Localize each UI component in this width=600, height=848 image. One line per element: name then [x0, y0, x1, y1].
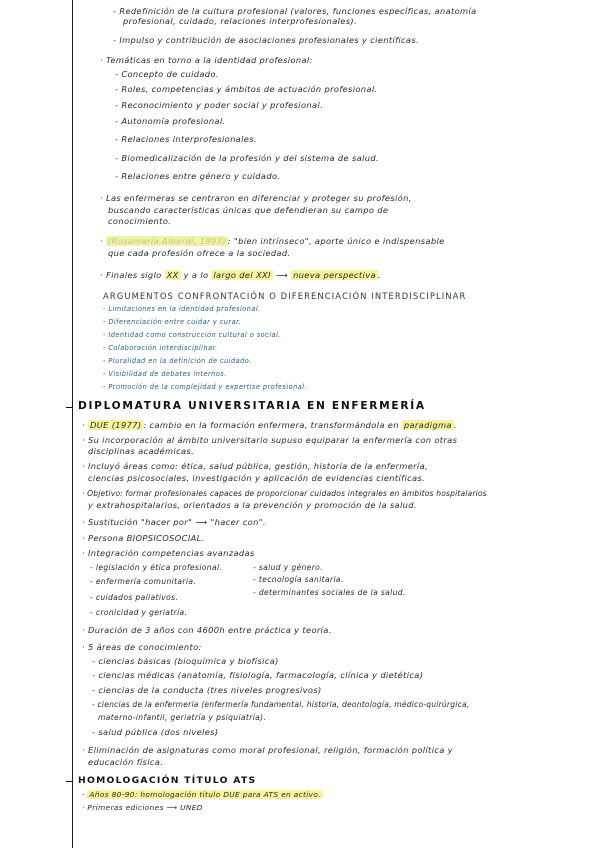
highlight: nueva perspectiva — [293, 270, 376, 280]
text-span: . — [453, 420, 457, 430]
section-marker — [66, 407, 73, 408]
text-line: conocimiento. — [108, 216, 172, 226]
list-item: - Roles, competencias y ámbitos de actuación profesional. — [115, 84, 378, 94]
text-span: · Finales siglo — [100, 270, 165, 280]
highlight: largo del XXI — [213, 270, 271, 280]
arrow-icon: ⟶ — [272, 270, 292, 280]
text-line: que cada profesión ofrece a la sociedad. — [108, 248, 291, 258]
finales-line — [100, 270, 381, 280]
list-item: - Diferenciación entre cuidar y curar. — [103, 318, 242, 326]
text-line: · Integración competencias avanzadas — [82, 548, 255, 558]
list-item: - Autonomía profesional. — [115, 116, 226, 126]
section-marker — [66, 781, 73, 782]
text-line: y extrahospitalarios, orientados a la prevención y promoción de la salud. — [88, 500, 417, 510]
text-line: buscando características únicas que defendieran su campo de — [108, 205, 389, 215]
text-line: profesional, cuidado, relaciones interprofesionales). — [123, 16, 357, 26]
list-item: - Identidad como construcción cultural o social. — [103, 331, 281, 339]
text-line: · Incluyó áreas como: ética, salud pública, gestión, historia de la enfermería, — [82, 461, 429, 471]
list-item: - Relaciones entre género y cuidado. — [115, 171, 281, 181]
text-line: - Redefinición de la cultura profesional (valores, funciones específicas, anatomía — [113, 6, 477, 16]
bullet: · — [82, 420, 88, 430]
text-line: · Primeras ediciones ⟶ UNED — [82, 803, 203, 812]
section-title: DIPLOMATURA UNIVERSITARIA EN ENFERMERÍA — [78, 400, 426, 412]
list-item: - legislación y ética profesional. — [90, 563, 223, 572]
homologacion-line — [82, 790, 323, 800]
text-line: · Las enfermeras se centraron en diferenciar y proteger su profesión, — [100, 193, 412, 203]
list-item: - ciencias de la conducta (tres niveles progresivos) — [92, 685, 322, 695]
text-span: . — [377, 270, 381, 280]
text-line: · 5 áreas de conocimiento: — [82, 642, 202, 652]
highlight: Años 80-90: homologación título DUE para ATS en activo. — [89, 790, 321, 799]
list-item: - cuidados paliativos. — [90, 593, 179, 602]
text-line: educación física. — [88, 757, 164, 767]
list-item: - determinantes sociales de la salud. — [253, 588, 406, 597]
section-title: HOMOLOGACIÓN TÍTULO ATS — [78, 775, 257, 786]
list-item: - Visibilidad de debates internos. — [103, 370, 227, 378]
text-line: · Sustitución "hacer por" ⟶ "hacer con". — [82, 517, 266, 527]
list-item: - ciencias de la enfermería (enfermería fundamental, historia, deontología, médico-quirúrgica, — [92, 700, 470, 709]
list-item: - Biomedicalización de la profesión y del sistema de salud. — [115, 153, 379, 163]
text-line: · Objetivo: formar profesionales capaces de proporcionar cuidados integrales en ámbitos hospitalarios — [82, 489, 487, 498]
highlight: paradigma — [403, 420, 452, 430]
list-item: - ciencias básicas (bioquímica y biofísica) — [92, 656, 279, 666]
notebook-margin-line — [72, 0, 73, 848]
author-citation: (Rosamaría Alberdi, 1993) — [107, 236, 226, 246]
text-line: - Impulso y contribución de asociaciones profesionales y científicas. — [113, 35, 420, 45]
text-line: · Su incorporación al ámbito universitario supuso equiparar la enfermería con otras — [82, 435, 458, 445]
list-item: - Limitaciones en la identidad profesional. — [103, 305, 261, 313]
list-item: - Pluralidad en la definición de cuidado. — [103, 357, 252, 365]
text-span: y a lo — [180, 270, 212, 280]
bullet: · — [100, 236, 106, 246]
list-item: - ciencias médicas (anatomía, fisiología, farmacología, clínica y dietética) — [92, 670, 424, 680]
text-line: · Temáticas en torno a la identidad profesional: — [100, 55, 313, 65]
list-item: - enfermería comunitaria. — [90, 577, 197, 586]
list-item: - Promoción de la complejidad y expertise profesional. — [103, 383, 308, 391]
list-item: - Relaciones interprofesionales. — [115, 134, 257, 144]
text-line: disciplinas académicas. — [88, 446, 195, 456]
subsection-heading: ARGUMENTOS CONFRONTACIÓN O DIFERENCIACIÓN INTERDISCIPLINAR — [103, 291, 467, 301]
list-item: - tecnología sanitaria. — [253, 575, 344, 584]
text-line: materno-infantil, geriatría y psiquiatría). — [98, 713, 267, 722]
list-item: - cronicidad y geriatría. — [90, 608, 188, 617]
list-item: - salud pública (dos niveles) — [92, 727, 219, 737]
list-item: - Reconocimiento y poder social y profesional. — [115, 100, 324, 110]
bullet: · — [82, 790, 88, 799]
text-line: · Duración de 3 años con 4600h entre práctica y teoría. — [82, 625, 332, 635]
due-line — [82, 420, 457, 430]
rosamaria-line — [100, 236, 445, 246]
list-item: - Colaboración interdisciplinar. — [103, 344, 218, 352]
list-item: - salud y género. — [253, 563, 323, 572]
text-line: · Eliminación de asignaturas como moral profesional, religión, formación política y — [82, 745, 453, 755]
text-line: ciencias psicosociales, investigación y aplicación de evidencias científicas. — [88, 473, 426, 483]
highlight: DUE (1977) — [89, 420, 142, 430]
text-span: : cambio en la formación enfermera, transformándola en — [143, 420, 402, 430]
highlight: XX — [166, 270, 179, 280]
text-span: : "bien intrínseco", aporte único e indispensable — [227, 236, 445, 246]
list-item: - Concepto de cuidado. — [115, 69, 219, 79]
text-line: · Persona BIOPSICOSOCIAL. — [82, 533, 205, 543]
